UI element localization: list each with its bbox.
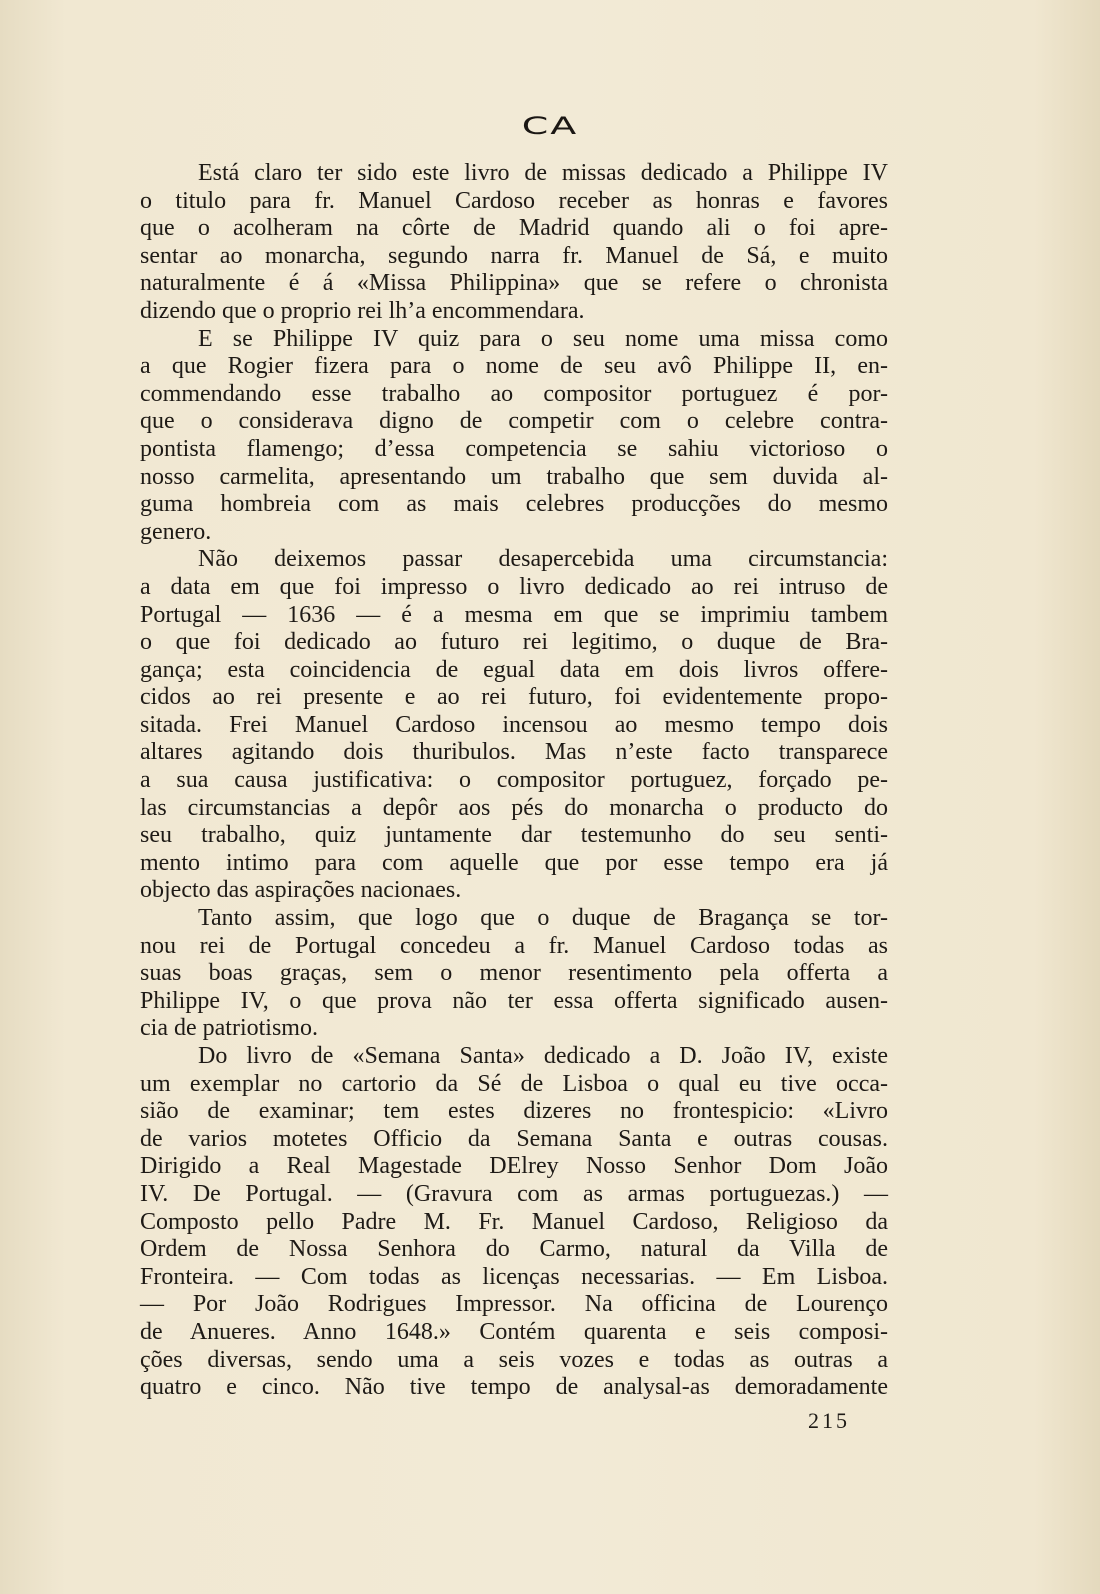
text-line: Ordem de Nossa Senhora do Carmo, natural da Villa de (140, 1236, 888, 1263)
text-line: objecto das aspirações nacionaes. (140, 877, 462, 904)
text-line: gança; esta coincidencia de egual data em dois livros offere- (140, 656, 888, 683)
text-line: Fronteira. — Com todas as licenças necessarias. — Em Lisboa. (140, 1263, 888, 1290)
text-line: sentar ao monarcha, segundo narra fr. Manuel de Sá, e muito (140, 242, 888, 269)
text-line: guma hombreia com as mais celebres producções do mesmo (140, 491, 888, 518)
text-line: que o acolheram na côrte de Madrid quando ali o foi apre- (140, 215, 888, 242)
text-line: nou rei de Portugal concedeu a fr. Manuel Cardoso todas as (140, 932, 888, 959)
text-line: naturalmente é á «Missa Philippina» que se refere o chronista (140, 270, 888, 297)
text-line: a sua causa justificativa: o compositor portuguez, forçado pe- (140, 767, 888, 794)
text-line: Portugal — 1636 — é a mesma em que se imprimiu tambem (140, 601, 888, 628)
text-line: sião de examinar; tem estes dizeres no frontespicio: «Livro (140, 1098, 888, 1125)
text-line: Do livro de «Semana Santa» dedicado a D. João IV, existe (198, 1043, 888, 1069)
text-line: commendando esse trabalho ao compositor portuguez é por- (140, 380, 888, 407)
text-line: — Por João Rodrigues Impressor. Na officina de Lourenço (140, 1291, 888, 1318)
text-line: o titulo para fr. Manuel Cardoso receber as honras e favores (140, 187, 888, 214)
text-line: cia de patriotismo. (140, 1015, 318, 1042)
text-line: ções diversas, sendo uma a seis vozes e todas as outras a (140, 1346, 888, 1373)
body-text (140, 160, 888, 1402)
text-line: de Anueres. Anno 1648.» Contém quarenta e seis composi- (140, 1318, 888, 1345)
text-line: Está claro ter sido este livro de missas dedicado a Philippe IV (198, 160, 888, 186)
text-line: dizendo que o proprio rei lh’a encommendara. (140, 297, 585, 324)
text-line: Philippe IV, o que prova não ter essa offerta significado ausen- (140, 987, 888, 1014)
text-line: que o considerava digno de competir com o celebre contra- (140, 408, 888, 435)
text-line: Não deixemos passar desapercebida uma circumstancia: (198, 546, 888, 573)
text-line: sitada. Frei Manuel Cardoso incensou ao mesmo tempo dois (140, 711, 888, 738)
running-header: CA (521, 112, 579, 140)
text-line: altares agitando dois thuribulos. Mas n’este facto transparece (140, 739, 888, 766)
text-line: de varios motetes Officio da Semana Santa e outras cousas. (140, 1125, 888, 1152)
text-line: Tanto assim, que logo que o duque de Bragança se tor- (198, 905, 888, 932)
text-line: suas boas graças, sem o menor resentimento pela offerta a (140, 960, 888, 987)
text-line: pontista flamengo; d’essa competencia se sahiu victorioso o (140, 435, 888, 462)
text-line: seu trabalho, quiz juntamente dar testemunho do seu senti- (140, 822, 888, 849)
text-line: um exemplar no cartorio da Sé de Lisboa o qual eu tive occa- (140, 1070, 888, 1097)
text-line: mento intimo para com aquelle que por esse tempo era já (140, 849, 888, 876)
text-line: Dirigido a Real Magestade DElrey Nosso Senhor Dom João (140, 1153, 888, 1180)
text-line: o que foi dedicado ao futuro rei legitimo, o duque de Bra- (140, 629, 888, 656)
text-line: a que Rogier fizera para o nome de seu avô Philippe II, en- (140, 353, 888, 380)
text-line: genero. (140, 518, 212, 545)
text-line: E se Philippe IV quiz para o seu nome uma missa como (198, 325, 888, 352)
text-line: a data em que foi impresso o livro dedicado ao rei intruso de (140, 573, 888, 600)
text-line: Composto pello Padre M. Fr. Manuel Cardoso, Religioso da (140, 1208, 888, 1235)
text-line: cidos ao rei presente e ao rei futuro, foi evidentemente propo- (140, 684, 888, 711)
text-line: las circumstancias a depôr aos pés do monarcha o producto do (140, 794, 888, 821)
text-line: quatro e cinco. Não tive tempo de analysal-as demoradamente (140, 1374, 888, 1401)
text-line: IV. De Portugal. — (Gravura com as armas portuguezas.) — (140, 1180, 888, 1207)
page-number: 215 (808, 1408, 850, 1433)
text-line: nosso carmelita, apresentando um trabalho que sem duvida al- (140, 463, 888, 490)
